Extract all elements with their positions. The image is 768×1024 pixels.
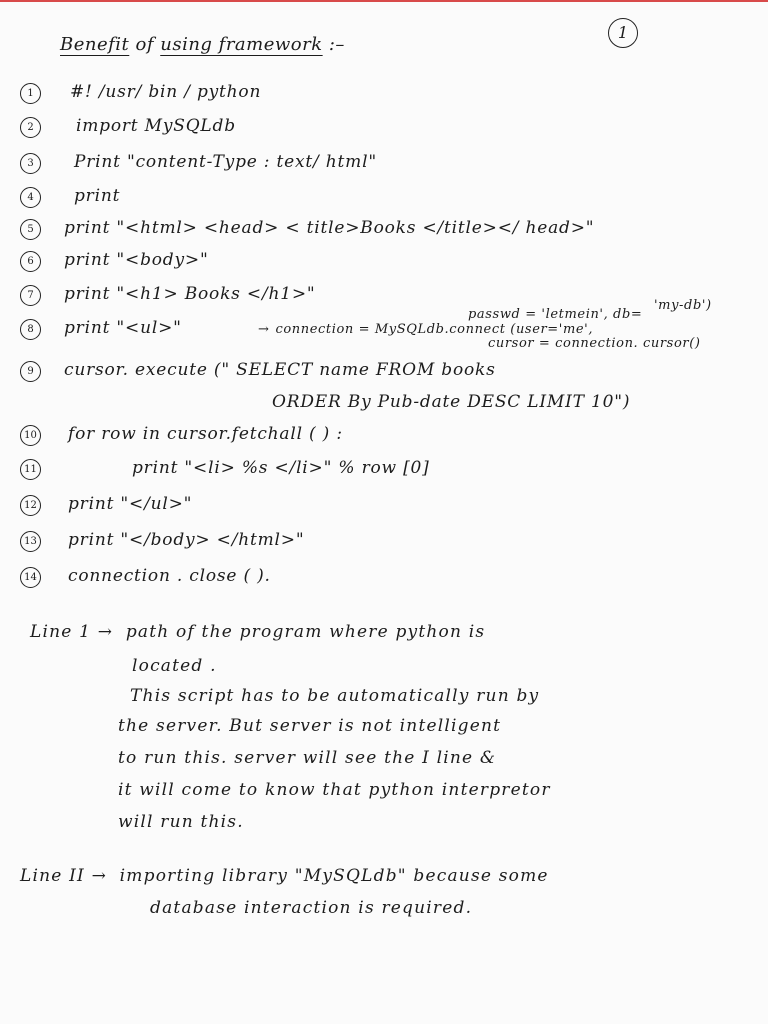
- code-text: print "<html> <head> < title>Books </title></ head>": [64, 218, 595, 238]
- code-text: import MySQLdb: [76, 116, 236, 136]
- code-text: ORDER By Pub-date DESC LIMIT 10"): [272, 392, 631, 412]
- connection-note-line3: 'my-db'): [654, 298, 712, 313]
- code-text: print "<li> %s </li>" % row [0]: [132, 458, 430, 478]
- page-title: [60, 34, 345, 55]
- line-number-badge: 1: [20, 83, 41, 104]
- line-number-badge: 7: [20, 285, 41, 306]
- connection-note-line4: cursor = connection. cursor(): [488, 336, 701, 351]
- explanation-line1-heading: [30, 622, 485, 642]
- arrow-right-icon: →: [91, 866, 108, 886]
- line-number-badge: 6: [20, 251, 41, 272]
- arrow-right-icon: →: [97, 622, 114, 642]
- arrow-right-icon: →: [258, 322, 270, 337]
- title-middle: of: [129, 34, 161, 55]
- line-number-badge: 4: [20, 187, 41, 208]
- page-number: 1: [608, 18, 638, 48]
- code-text: Print "content-Type : text/ html": [74, 152, 377, 172]
- code-text: print "<ul>": [64, 318, 182, 338]
- line-number-badge: 5: [20, 219, 41, 240]
- title-rest: using framework: [160, 34, 323, 55]
- code-text: for row in cursor.fetchall ( ) :: [68, 424, 343, 444]
- explanation-text: to run this. server will see the I line &: [118, 748, 497, 768]
- code-text: cursor. execute (" SELECT name FROM books: [64, 360, 496, 380]
- explanation-text: the server. But server is not intelligent: [118, 716, 502, 736]
- line-number-badge: 3: [20, 153, 41, 174]
- explanation-text: will run this.: [118, 812, 244, 832]
- top-edge-line: [0, 0, 768, 2]
- title-prefix: Benefit: [60, 34, 130, 55]
- code-text: #! /usr/ bin / python: [70, 82, 262, 102]
- explanation-text: it will come to know that python interpretor: [118, 780, 551, 800]
- explanation-label: Line II: [20, 866, 85, 886]
- line-number-badge: 11: [20, 459, 41, 480]
- line-number-badge: 8: [20, 319, 41, 340]
- explanation-text: This script has to be automatically run by: [130, 686, 540, 706]
- explanation-line2-heading: [20, 866, 549, 886]
- explanation-text: path of the program where python is: [125, 622, 486, 642]
- code-text: print "<body>": [64, 250, 209, 270]
- line-number-badge: 9: [20, 361, 41, 382]
- line-number-badge: 2: [20, 117, 41, 138]
- code-text: connection . close ( ).: [68, 566, 271, 586]
- explanation-text: importing library "MySQLdb" because some: [119, 866, 549, 886]
- code-text: print: [74, 186, 121, 206]
- explanation-label: Line 1: [30, 622, 92, 642]
- line-number-badge: 10: [20, 425, 41, 446]
- code-text: print "<h1> Books </h1>": [64, 284, 316, 304]
- code-text: print "</body> </html>": [68, 530, 305, 550]
- connection-note-line1: → connection = MySQLdb.connect (user='me',: [258, 322, 594, 337]
- line-number-badge: 12: [20, 495, 41, 516]
- code-text: print "</ul>": [68, 494, 193, 514]
- connection-note-line2: passwd = 'letmein', db=: [468, 307, 643, 322]
- explanation-text: located .: [132, 656, 217, 676]
- explanation-text: database interaction is required.: [150, 898, 473, 918]
- line-number-badge: 14: [20, 567, 41, 588]
- title-suffix: :–: [322, 34, 345, 55]
- line-number-badge: 13: [20, 531, 41, 552]
